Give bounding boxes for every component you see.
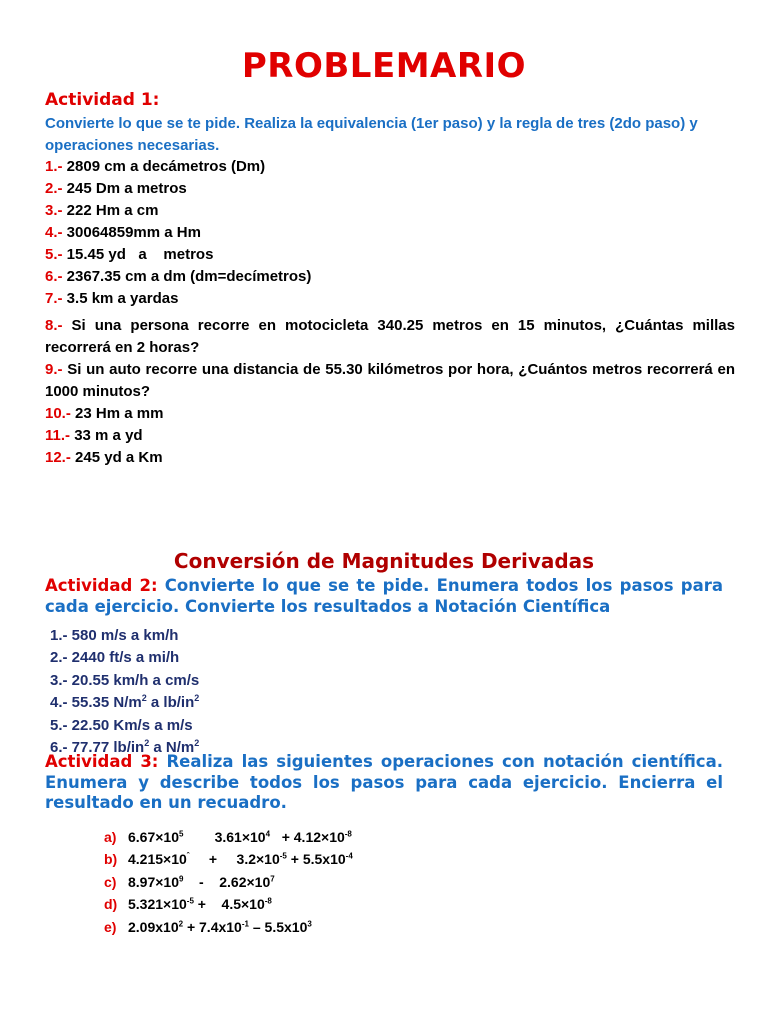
actividad-2-heading: Actividad 2: xyxy=(45,576,158,595)
actividad-1-heading: Actividad 1: xyxy=(45,90,160,110)
page-title: PROBLEMARIO xyxy=(241,46,527,86)
list-item: 1.- 580 m/s a km/h xyxy=(50,627,179,644)
list-item: 2.- 2440 ft/s a mi/h xyxy=(50,649,180,667)
list-item: 6.- 2367.35 cm a dm (dm=decímetros) xyxy=(45,268,312,285)
list-item: 3.- 222 Hm a cm xyxy=(45,202,159,219)
list-item: 2.- 245 Dm a metros xyxy=(45,180,187,197)
actividad-3-heading: Actividad 3: xyxy=(45,752,159,771)
list-item: c) $8.97\times 10^9$ - $2.62\times 10^7$ xyxy=(104,873,275,890)
actividad-2-instructions: Actividad 2: Convierte lo que se te pide. Enumera todos los pasos para cada ejercicio. Convierte los resultados a Notación Científica xyxy=(45,576,724,616)
actividad-1-instructions: Convierte lo que se te pide. Realiza la equivalencia (1er paso) y la regla de tres (2do paso) y operaciones necesarias. xyxy=(45,115,698,154)
list-item: 5.- 15.45 yd a metros xyxy=(45,246,214,263)
list-item: d) $5.321\times 10^{-5}$ + $4.5\times 10^{-8}$ xyxy=(104,896,272,913)
list-item: 7.- 3.5 km a yardas xyxy=(45,290,179,307)
list-item: 4.- 30064859mm a Hm xyxy=(45,224,201,241)
list-item: 8.- Si una persona recorre en motocicleta 340.25 metros en 15 minutos, ¿Cuántas millas recorrerá en 2 horas? xyxy=(45,317,735,356)
list-item: 11.- 33 m a yd xyxy=(45,427,143,444)
actividad-3-list xyxy=(104,826,353,938)
list-item: 5.- 22.50 Km/s a m/s xyxy=(50,716,193,734)
list-item: a) $6.67\times 10^5$ $3.61\times 10^4 + 4.12\times 10^{-8}$ xyxy=(104,829,352,845)
list-item: 9.- Si un auto recorre una distancia de 55.30 kilómetros por hora, ¿Cuántos metros recorrerá en 1000 minutos? xyxy=(45,361,735,400)
list-item: 6.- 77.77 $lb/in^2$ a $N/m^2$ xyxy=(50,738,200,757)
list-item: b) $4.215\times 10^ˆ$ + $3.2\times 10^{-5} + 5.5x10^{-4}$ xyxy=(104,851,353,868)
actividad-3-instructions: Actividad 3: Realiza las siguientes operaciones con notación científica. Enumera y describe todos los pasos para cada ejercicio. Encierra el resultado en un recuadro. xyxy=(45,752,723,812)
list-item: 12.- 245 yd a Km xyxy=(45,449,163,466)
list-item: 4.- 55.35 $N/m^2$ a $lb/in^2$ xyxy=(50,693,200,712)
list-item: 10.- 23 Hm a mm xyxy=(45,405,164,422)
actividad-2-list xyxy=(50,625,199,759)
list-item: 1.- 2809 cm a decámetros (Dm) xyxy=(45,158,266,175)
list-item: 3.- 20.55 km/h a cm/s xyxy=(50,671,200,689)
list-item: e) $2.09x10^2 + 7.4x10^{-1} - 5.5x10^3$ xyxy=(104,918,312,935)
actividad-1-list xyxy=(45,156,735,469)
section-2-title: Conversión de Magnitudes Derivadas xyxy=(173,549,595,573)
